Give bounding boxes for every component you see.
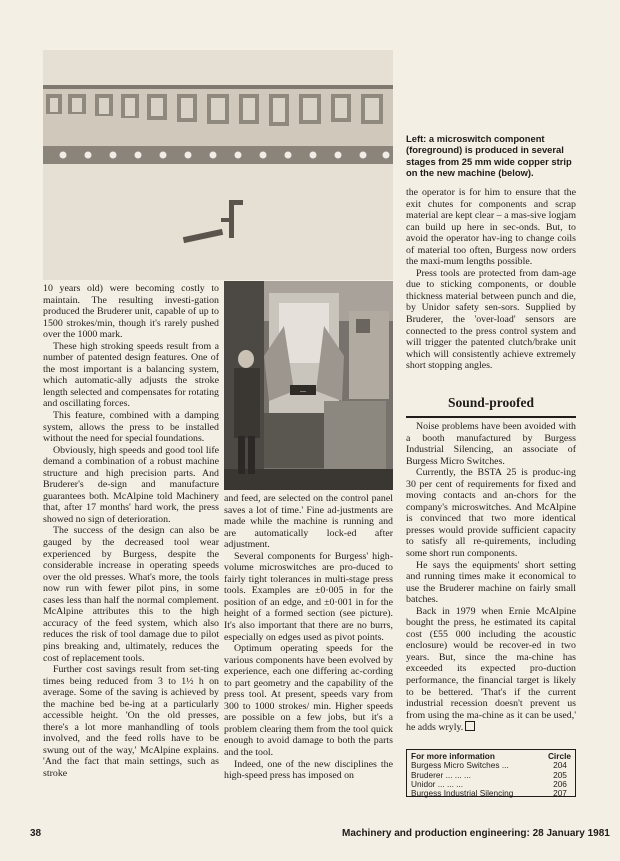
info-row-name: Burgess Industrial Silencing: [411, 788, 514, 799]
paragraph: the operator is for him to ensure that the exit chutes for components and scrap material are kept clear – a mas-sive logjam can build up here in sec-onds. But, to avoid the operator hav-ing to change coils of material too often, Burgess now orders the maxi-mum lengths possible.: [406, 187, 576, 268]
article-column-1: [43, 283, 219, 780]
more-information-box: [406, 749, 576, 797]
paragraph: 10 years old) were becoming costly to maintain. The resulting investi-gation produced the Bruderer unit, capable of up to 1500 strokes/min, though it's rarely pushed over the 1000 mark.: [43, 283, 219, 341]
article-column-3-continued: [406, 421, 576, 734]
paragraph: Several components for Burgess' high-volume microswitches are pro-duced to fairly tight tolerances in multi-stage press tools. Examples are ±0·005 in for the position of an edge, and ±0·001 in for the height of a formed section (see picture). It's also important that there are no burrs, especially on edges used as pivot points.: [224, 550, 393, 643]
publication-footer: Machinery and production engineering: 28 January 1981: [342, 828, 610, 839]
info-box-circle-label: Circle: [547, 751, 571, 761]
paragraph: [406, 606, 576, 734]
paragraph: The success of the design can also be gauged by the decreased tool wear experienced by Burgess, despite the considerable increase in operating speeds over the old presses. What's more, the tools now run with fewer pilot pins, in some cases less than half the normal complement. McAlpine attributes this to the high accuracy of the feed system, which also reduces the risk of tool damage due to pilot pins breaking and, ultimately, reduces the cost of replacement tools.: [43, 525, 219, 664]
page-number: 38: [30, 828, 42, 839]
info-box-title: For more information: [411, 751, 495, 761]
paragraph: Further cost savings result from set-ting times being reduced from 3 to 1½ h on average. Some of the saving is achieved by the machine bed be-ing at a particularly accessible height. 'On the old presses, there's a lot more manhandling of tools involved, and the feed rolls have to be swung out of the way,' McAlpine explains. 'And the fact that main settings, such as stroke: [43, 664, 219, 779]
paragraph: Indeed, one of the new disciplines the high-speed press has imposed on: [224, 758, 393, 782]
article-column-2: [224, 493, 393, 782]
end-of-article-mark: [465, 721, 475, 731]
closing-paragraph-text: Back in 1979 when Ernie McAlpine bought the press, he estimated its capital cost (£55 000 including the acoustic enclosure) would be recover-ed in two years. But, since the ma-chine has exceeded its expected pro-duction performance, the financial target is likely to be bettered. 'That's if the current industrial recession doesn't prevent us from using the ma-chine as it can be used,' he adds wryly.: [406, 605, 576, 734]
info-row-value: 205: [553, 769, 567, 780]
press-machine-image: [224, 281, 393, 490]
info-row-name: Burgess Micro Switches ...: [411, 760, 509, 771]
copper-strip-image: [43, 50, 393, 280]
paragraph: Optimum operating speeds for the various components have been evolved by experience, each one differing ac-cording to part geometry and the capability of the press tool. At present, speeds vary from 300 to 1000 strokes/ min. Higher speeds are possible on a few jobs, but it's a problem clearing them from the tool quick enough to avoid damage to both the parts and the tool.: [224, 643, 393, 759]
paragraph: Obviously, high speeds and good tool life demand a combination of a robust machine structure and high precision parts. And Bruderer's de-sign and manufacture guarantees both. McAlpine told Machinery that, after 17 months' hard work, the press showed no sign of deterioration.: [43, 444, 219, 525]
info-row-value: 206: [553, 778, 567, 789]
info-row-name: Bruderer ... ... ...: [411, 769, 471, 780]
info-row: [411, 789, 571, 798]
paragraph: and feed, are selected on the control panel saves a lot of time.' Fine ad-justments are made while the machine is running and are automatically lock-ed after adjustment.: [224, 493, 393, 551]
press-machine-photo: [224, 281, 393, 490]
paragraph: Noise problems have been avoided with a booth manufactured by Burgess Industrial Silencing, an associate of Burgess Micro Switches.: [406, 421, 576, 467]
section-heading: Sound-proofed: [447, 395, 535, 410]
photo-caption: Left: a microswitch component (foreground) is produced in several stages from 25 mm wide copper strip on the new machine (below).: [406, 133, 572, 178]
paragraph: He says the equipments' short setting and running times make it economical to use the Bruderer machine on fairly small batches.: [406, 559, 576, 606]
paragraph: These high stroking speeds result from a number of patented design features. One of the most important is a balancing system, which automatic-ally adjusts the stroke length selected and compensates for rotating and oscillating forces.: [43, 340, 219, 410]
heading-rule: [406, 416, 576, 418]
info-row-value: 207: [553, 788, 567, 799]
paragraph: Press tools are protected from dam-age due to sticking components, or double thickness material between punch and die, by Unidor safety sen-sors. Supplied by Bruderer, the 'over-load' sensors are connected to the press control system and will trigger the patented clutch/brake unit which will consistently achieve extremely short stopping angles.: [406, 267, 576, 372]
paragraph: This feature, combined with a damping system, allows the press to be installed without the need for special foundations.: [43, 410, 219, 445]
article-column-3: [406, 187, 576, 372]
paragraph: Currently, the BSTA 25 is produc-ing 30 per cent of requirements for fixed and moving contacts and an-chors for the company's microswitches. And McAlpine is convinced that two more identical presses would provide sufficient capacity to satisfy all re-quirements, including some short run components.: [406, 467, 576, 560]
copper-strip-photo: [43, 50, 393, 280]
press-label-plate: —: [300, 389, 306, 395]
info-row-name: Unidor ... ... ...: [411, 778, 464, 789]
info-row-value: 204: [553, 760, 567, 771]
